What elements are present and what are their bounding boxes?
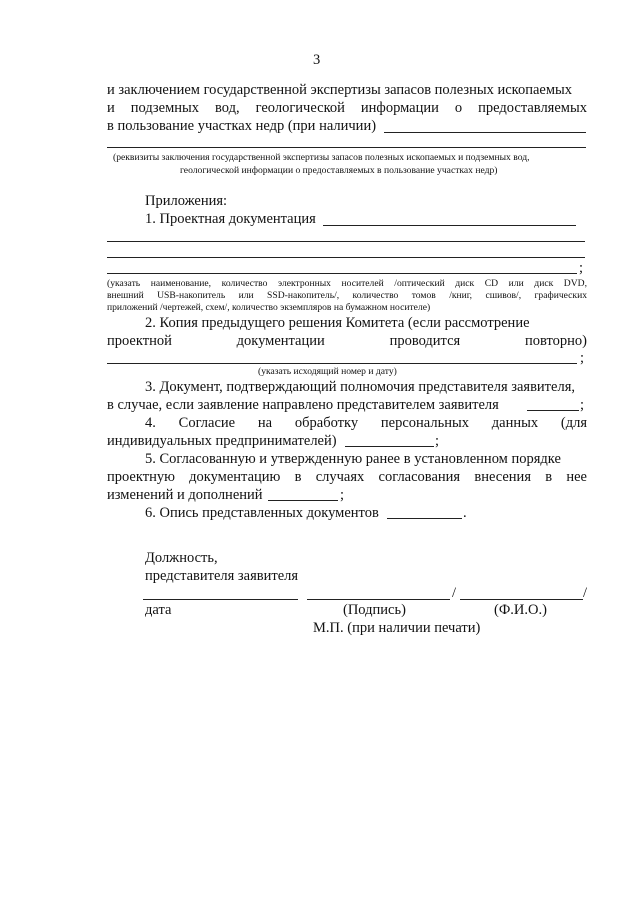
item2-word: документации xyxy=(236,333,325,349)
item5-word: в xyxy=(294,469,302,485)
item1-fill-line[interactable] xyxy=(323,225,576,226)
item4-word: 4. xyxy=(145,415,156,431)
slash-1: / xyxy=(452,585,457,601)
date-fill-line[interactable] xyxy=(143,599,298,600)
attachments-title: Приложения: xyxy=(145,193,228,209)
intro-line-2 xyxy=(107,99,587,117)
item5-word: нее xyxy=(566,469,587,485)
position-label-1: Должность, xyxy=(145,550,218,566)
intro-line-3: в пользование участках недр (при наличии) xyxy=(107,118,377,134)
item5-fill-line[interactable] xyxy=(268,500,338,501)
intro-line-1: и заключением государственной экспертизы запасов полезных ископаемых xyxy=(107,82,572,98)
item4-word: (для xyxy=(560,415,587,431)
item2-word: проводится xyxy=(389,333,461,349)
page-number: 3 xyxy=(313,52,321,68)
item5-word: документацию xyxy=(189,469,281,485)
item4-line-2: индивидуальных предпринимателей) xyxy=(107,433,337,449)
item5-word: внесения xyxy=(474,469,531,485)
intro-fill-line[interactable] xyxy=(384,132,586,133)
date-label: дата xyxy=(145,602,172,618)
item4-line-1 xyxy=(145,414,587,432)
item4-word: данных xyxy=(491,415,539,431)
signature-label: (Подпись) xyxy=(343,602,406,618)
item4-word: на xyxy=(257,415,273,431)
item5-word: в xyxy=(545,469,553,485)
item6-fill-line[interactable] xyxy=(387,518,462,519)
intro-word: предоставляемых xyxy=(478,100,587,116)
intro-word: подземных xyxy=(130,100,200,116)
item4-word: обработку xyxy=(294,415,359,431)
slash-2: / xyxy=(583,585,588,601)
item4-end: ; xyxy=(435,433,440,449)
item2-end: ; xyxy=(580,350,585,366)
intro-note-line-1: (реквизиты заключения государственной экспертизы запасов полезных ископаемых и подземных вод, xyxy=(113,152,530,163)
intro-word: информации xyxy=(360,100,439,116)
item2-word: повторно) xyxy=(524,333,587,349)
item3-end: ; xyxy=(580,397,585,413)
item3-fill-line[interactable] xyxy=(527,410,579,411)
item1-fill-line-2[interactable] xyxy=(107,241,585,242)
item1-note-line-2: внешний USB-накопитель или SSD-накопитель/, количество томов /книг, сшивов/, графических xyxy=(107,290,587,301)
intro-word: о xyxy=(454,100,463,116)
item1-fill-line-3[interactable] xyxy=(107,257,585,258)
item3-line-2: в случае, если заявление направлено представителем заявителя xyxy=(107,397,499,413)
item4-word: Согласие xyxy=(178,415,236,431)
signature-fill-line[interactable] xyxy=(307,599,450,600)
item5-word: проектную xyxy=(107,469,175,485)
item5-word: согласования xyxy=(378,469,461,485)
item5-end: ; xyxy=(340,487,345,503)
item3-line-1: 3. Документ, подтверждающий полномочия представителя заявителя, xyxy=(145,379,575,395)
item1-end: ; xyxy=(579,260,584,276)
item5-line-3: изменений и дополнений xyxy=(107,487,263,503)
name-label: (Ф.И.О.) xyxy=(494,602,547,618)
name-fill-line[interactable] xyxy=(460,599,583,600)
item2-fill-line[interactable] xyxy=(107,363,577,364)
item1-note-line-1: (указать наименование, количество электронных носителей /оптический диск CD или диск DVD, xyxy=(107,278,587,289)
intro-note-line-2: геологической информации о предоставляемых в пользование участках недр) xyxy=(180,165,498,176)
item5-line-1: 5. Согласованную и утвержденную ранее в установленном порядке xyxy=(145,451,561,467)
item4-fill-line[interactable] xyxy=(345,446,434,447)
item1-fill-line-4[interactable] xyxy=(107,273,577,274)
item1-note-line-3: приложений /чертежей, схем/, количество экземпляров на бумажном носителе) xyxy=(107,302,431,313)
item5-word: случаях xyxy=(315,469,365,485)
item1-label: 1. Проектная документация xyxy=(145,211,316,227)
item2-word: проектной xyxy=(107,333,172,349)
item2-line-1: 2. Копия предыдущего решения Комитета (если рассмотрение xyxy=(145,315,530,331)
intro-word: геологической xyxy=(255,100,345,116)
item5-line-2 xyxy=(107,468,587,486)
item4-word: персональных xyxy=(380,415,469,431)
item6-end: . xyxy=(463,505,467,521)
item6-line-1: 6. Опись представленных документов xyxy=(145,505,379,521)
intro-word: вод, xyxy=(215,100,240,116)
intro-fill-line-2[interactable] xyxy=(107,147,586,148)
stamp-label: М.П. (при наличии печати) xyxy=(313,620,481,636)
intro-word: и xyxy=(107,100,115,116)
item2-line-2 xyxy=(107,332,587,350)
position-label-2: представителя заявителя xyxy=(145,568,299,584)
item2-note: (указать исходящий номер и дату) xyxy=(258,366,397,377)
